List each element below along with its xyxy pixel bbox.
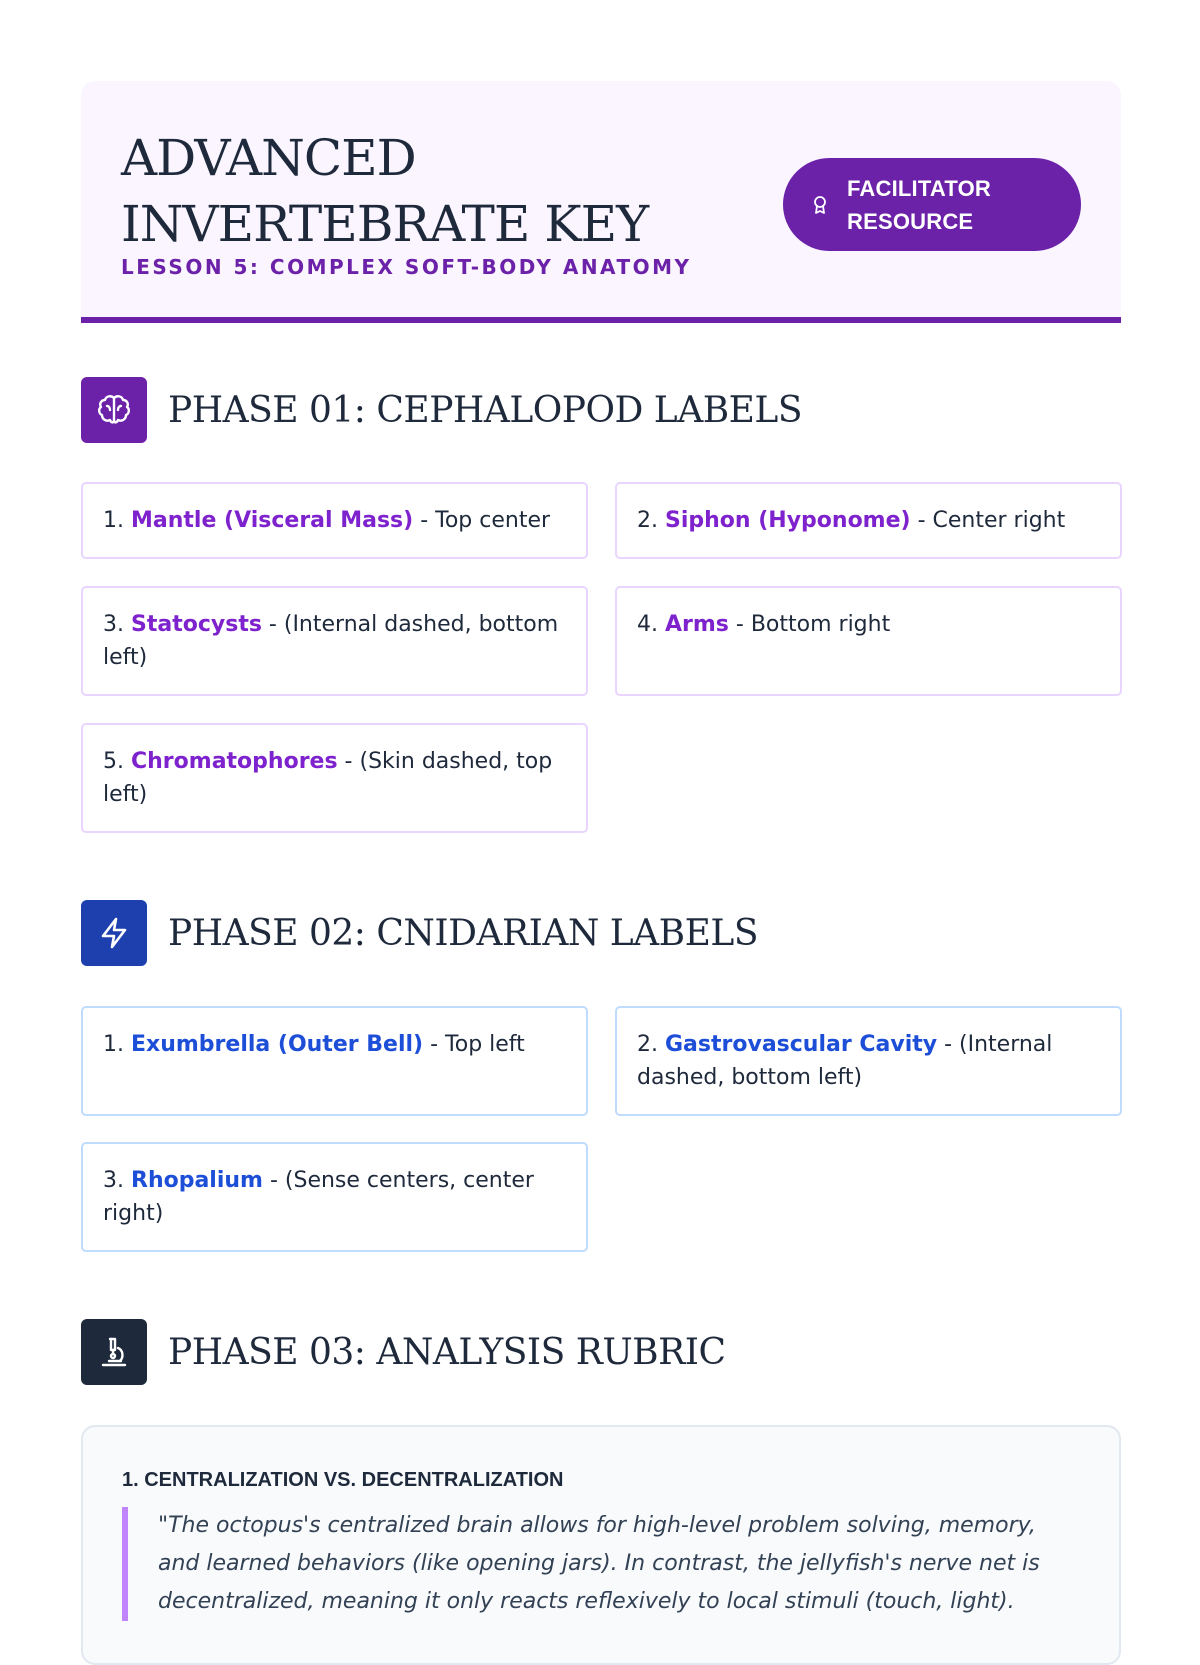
label-card bbox=[615, 482, 1122, 559]
label-number: 2. bbox=[637, 508, 658, 533]
label-number: 1. bbox=[103, 508, 124, 533]
label-description: - Bottom right bbox=[728, 612, 891, 637]
label-term: Arms bbox=[665, 612, 729, 637]
label-description: - (Sense centers, center right) bbox=[103, 1168, 534, 1226]
label-description: - Center right bbox=[910, 508, 1066, 533]
label-term: Statocysts bbox=[131, 612, 262, 637]
label-card bbox=[81, 723, 588, 833]
label-card bbox=[81, 586, 588, 696]
label-number: 2. bbox=[637, 1032, 658, 1057]
lightning-icon bbox=[81, 900, 147, 966]
label-description: - Top left bbox=[423, 1032, 525, 1057]
label-term: Chromatophores bbox=[131, 749, 338, 774]
label-card bbox=[81, 482, 588, 559]
badge-label bbox=[847, 172, 991, 238]
badge-label-line1: FACILITATOR bbox=[847, 175, 991, 201]
microscope-icon bbox=[81, 1319, 147, 1385]
label-description: - (Internal dashed, bottom left) bbox=[103, 612, 559, 670]
phase-02-heading bbox=[81, 900, 758, 966]
label-description: - Top center bbox=[413, 508, 551, 533]
label-term: Rhopalium bbox=[131, 1168, 263, 1193]
analysis-rubric bbox=[81, 1425, 1121, 1665]
document-title: ADVANCED INVERTEBRATE KEY bbox=[121, 129, 649, 253]
label-number: 3. bbox=[103, 612, 124, 637]
phase-03-title: PHASE 03: ANALYSIS RUBRIC bbox=[168, 1331, 726, 1373]
label-number: 4. bbox=[637, 612, 658, 637]
phase-01-heading bbox=[81, 377, 802, 443]
label-card bbox=[615, 1006, 1122, 1116]
lesson-subtitle: LESSON 5: COMPLEX SOFT-BODY ANATOMY bbox=[121, 255, 692, 279]
phase-01-title: PHASE 01: CEPHALOPOD LABELS bbox=[168, 389, 802, 431]
label-card bbox=[81, 1142, 588, 1252]
document-header bbox=[81, 81, 1121, 323]
brain-icon bbox=[81, 377, 147, 443]
label-card bbox=[615, 586, 1122, 696]
rubric-quote: "The octopus's centralized brain allows for high-level problem solving, memory, and learned behaviors (like opening jars). In contrast, the jellyfish's nerve net is decentralized, meaning it only reacts reflexively to local stimuli (touch, light). bbox=[122, 1507, 1062, 1621]
badge-label-line2: RESOURCE bbox=[847, 208, 974, 234]
label-number: 1. bbox=[103, 1032, 124, 1057]
label-number: 5. bbox=[103, 749, 124, 774]
phase-02-title: PHASE 02: CNIDARIAN LABELS bbox=[168, 912, 758, 954]
label-description: - (Internal dashed, bottom left) bbox=[637, 1032, 1053, 1090]
phase-03-heading bbox=[81, 1319, 726, 1385]
label-term: Gastrovascular Cavity bbox=[665, 1032, 938, 1057]
label-card bbox=[81, 1006, 588, 1116]
award-icon bbox=[811, 195, 829, 215]
facilitator-badge bbox=[783, 158, 1081, 251]
label-number: 3. bbox=[103, 1168, 124, 1193]
label-description: - (Skin dashed, top left) bbox=[103, 749, 553, 807]
label-term: Siphon (Hyponome) bbox=[665, 508, 911, 533]
rubric-heading: 1. CENTRALIZATION VS. DECENTRALIZATION bbox=[122, 1469, 564, 1491]
label-term: Mantle (Visceral Mass) bbox=[131, 508, 414, 533]
label-term: Exumbrella (Outer Bell) bbox=[131, 1032, 424, 1057]
